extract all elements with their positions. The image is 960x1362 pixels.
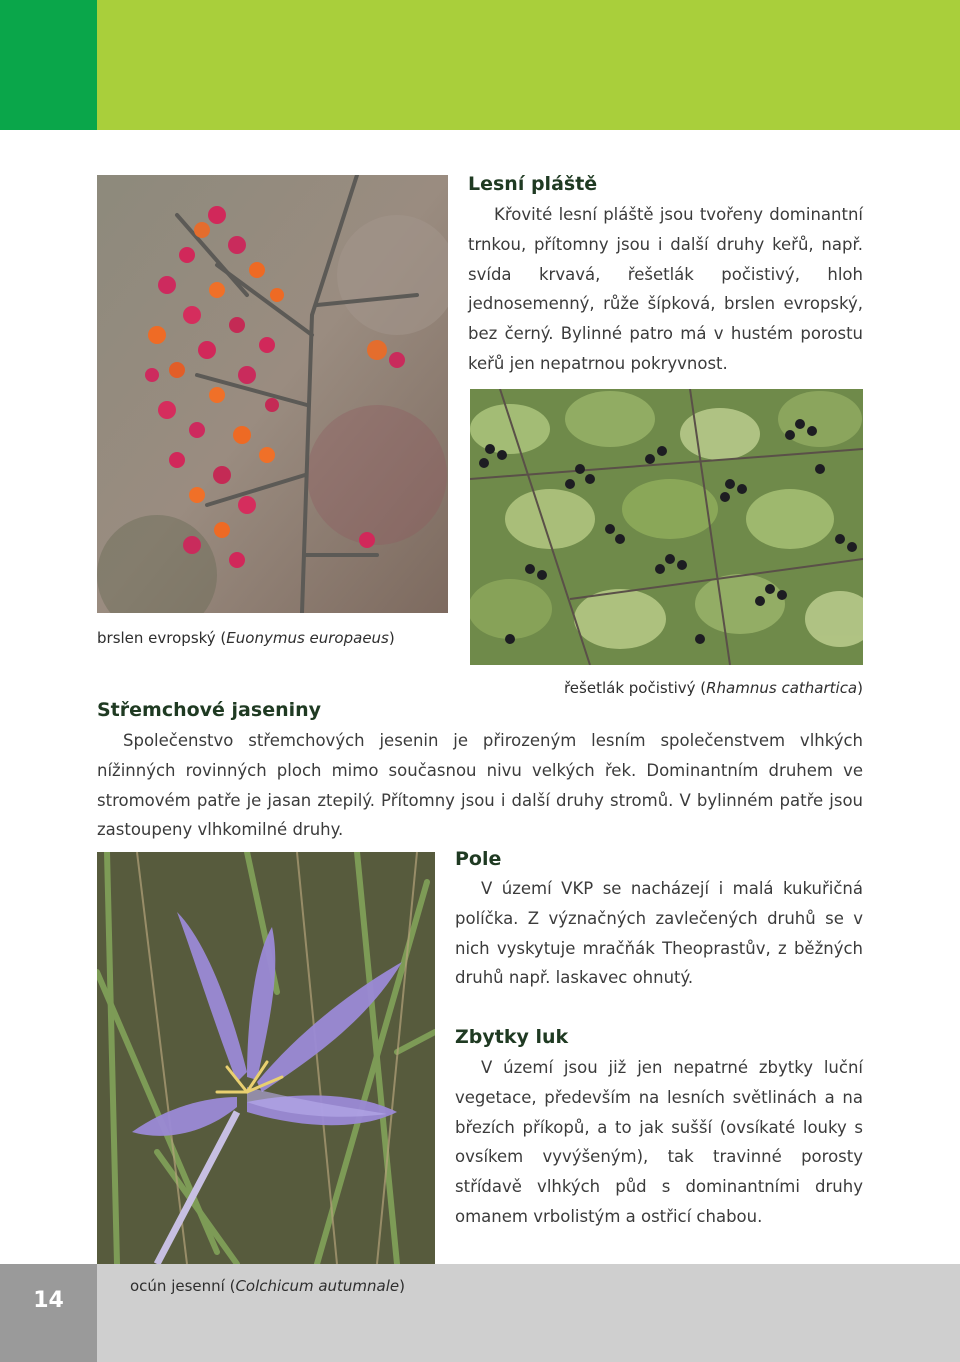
photo-ocun-jesenni	[97, 852, 435, 1264]
text-stremchove-jaseniny: Společenstvo střemchových jesenin je přirozeným lesním společenstvem vlhkých nížinných rovinných ploch mimo současnou nivu velkých řek. Dominantním druhem ve stromovém patře je jasan ztepilý. Přítomny jsou i další druhy stromů. V bylinném patře jsou zastoupeny vlhkomilné druhy.	[97, 731, 863, 840]
heading-lesni-plaste: Lesní pláště	[468, 173, 598, 195]
footer-band-dark	[0, 1264, 97, 1362]
caption-resetlak-common: řešetlák počistivý (	[563, 679, 707, 697]
header-band-dark	[0, 0, 97, 130]
heading-zbytky-luk: Zbytky luk	[455, 1026, 569, 1048]
caption-resetlak-latin: Rhamnus cathartica	[706, 679, 858, 697]
page-number: 14	[33, 1288, 64, 1313]
text-zbytky-luk: V území jsou již jen nepatrné zbytky luční vegetace, především na lesních světlinách a na březích příkopů, a to jak sušší (ovsíkaté louky s ovsíkem vyvýšeným), tak travinné porosty střídavě vlhkých půd s dominantními druhy omanem vrbolistým a ostřicí chabou.	[455, 1058, 863, 1226]
caption-ocun-close: )	[399, 1277, 405, 1295]
text-pole: V území VKP se nacházejí i malá kukuřičná políčka. Z význačných zavlečených druhů se v nich vyskytuje mračňák Theoprastův, z běžných druhů např. laskavec ohnutý.	[455, 879, 863, 988]
photo-resetlak-pocistivy	[470, 389, 863, 665]
heading-pole: Pole	[455, 848, 502, 870]
caption-brslen-close: )	[388, 629, 395, 647]
caption-ocun-common: ocún jesenní (	[130, 1277, 236, 1295]
caption-resetlak	[564, 679, 863, 697]
caption-resetlak-close: )	[857, 679, 863, 697]
text-lesni-plaste: Křovité lesní pláště jsou tvořeny dominantní trnkou, přítomny jsou i další druhy keřů, např. svída krvavá, řešetlák počistivý, hloh jednosemenný, růže šípková, brslen evropský, bez černý. Bylinné patro má v hustém porostu keřů jen nepatrnou pokryvnost.	[468, 205, 863, 373]
caption-brslen-common: brslen evropský (	[97, 629, 227, 647]
photo-brslen-evropsky	[97, 175, 448, 613]
heading-stremchove-jaseniny: Střemchové jaseniny	[97, 699, 322, 721]
caption-brslen-latin: Euonymus europaeus	[226, 629, 389, 647]
caption-ocun-latin: Colchicum autumnale	[235, 1277, 400, 1295]
caption-ocun	[130, 1277, 405, 1295]
header-band-light	[97, 0, 960, 130]
caption-brslen	[97, 629, 395, 647]
